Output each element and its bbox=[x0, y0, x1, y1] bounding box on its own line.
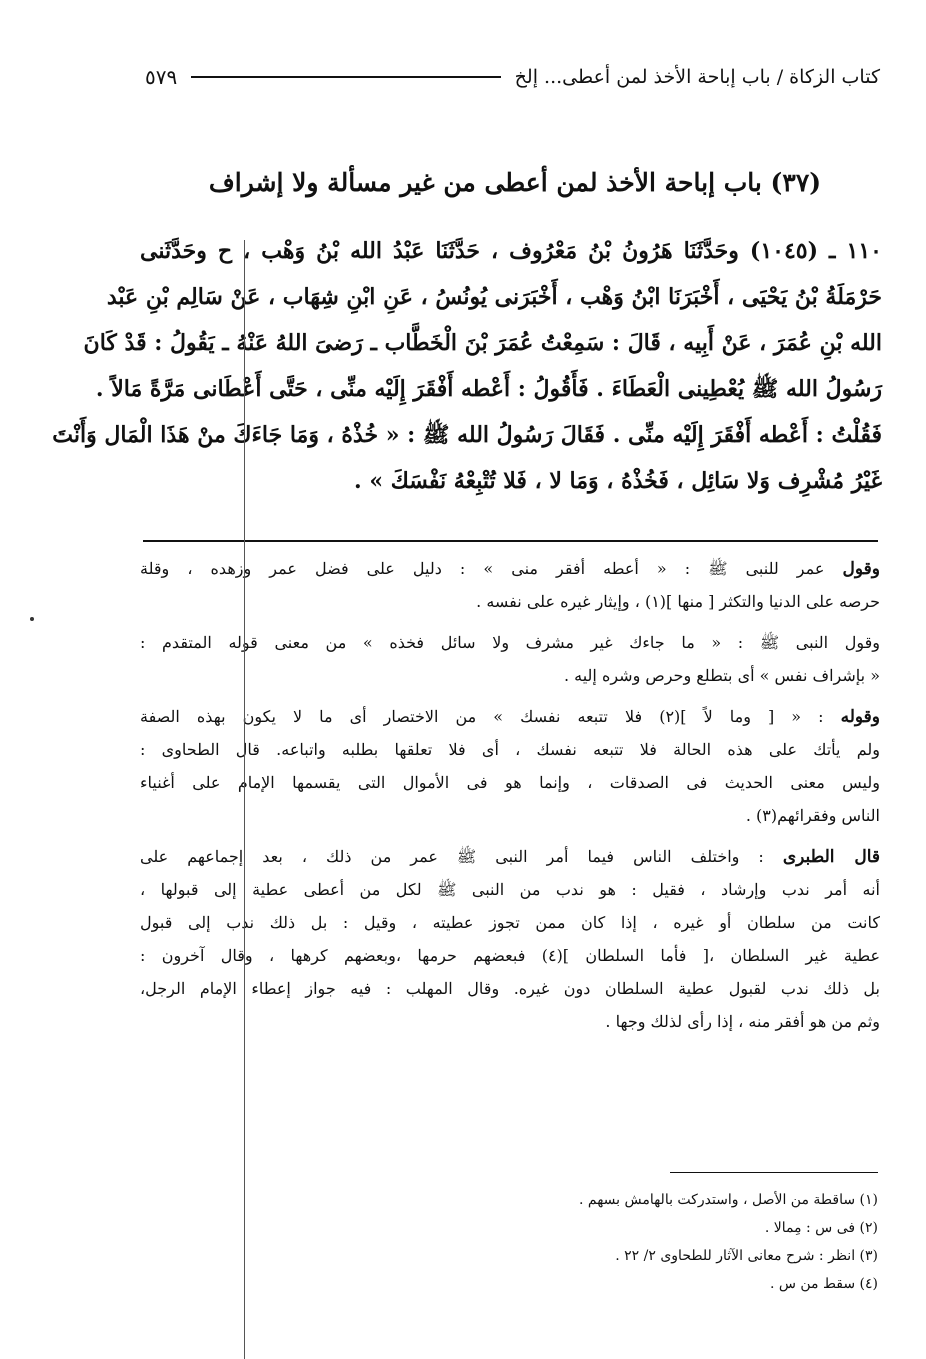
scan-streak bbox=[244, 240, 245, 1359]
running-header bbox=[145, 62, 880, 92]
page-number: ٥٧٩ bbox=[145, 65, 178, 89]
commentary-line bbox=[140, 840, 880, 873]
commentary-line: بل ذلك ندب لقبول عطية السلطان دون غيره. وقال المهلب : فيه جواز إعطاء الإمام الرجل، bbox=[140, 979, 880, 998]
line-text: : واختلف الناس فيما أمر النبى ﷺ عمر من ذلك ، بعد إجماعهم على bbox=[140, 847, 764, 866]
commentary-line: وقول النبى ﷺ : « ما جاءك غير مشرف ولا سائل فخذه » من معنى قوله المتقدم : bbox=[140, 633, 880, 652]
hadith-line: فَقُلْتُ : أَعْطه أَفْقَرَ إِلَيْه منِّى . فَقَالَ رَسُولُ الله ﷺ : « خُذْهُ ، وَمَا جَاءَكَ منْ هَذَا الْمَال وَأَنْتَ bbox=[52, 422, 882, 448]
section-divider bbox=[143, 540, 878, 542]
paragraph-lead: وقول bbox=[842, 559, 880, 579]
hadith-line: ١١٠ ـ (١٠٤٥) وحَدَّثَنَا هَرُونُ بْنُ مَعْرُوف ، حَدَّثَنَا عَبْدُ الله بْنُ وَهْب ، ح وحَدَّثَنى bbox=[140, 238, 882, 264]
chapter-heading: (٣٧) باب إباحة الأخذ لمن أعطى من غير مسألة ولا إشراف bbox=[208, 168, 822, 197]
footnote: (١) ساقطة من الأصل ، واستدركت بالهامش بسهم . bbox=[578, 1192, 878, 1208]
commentary-line bbox=[140, 700, 880, 733]
commentary-line: وثم من هو أفقر منه ، إذا رأى لذلك وجها . bbox=[605, 1012, 880, 1031]
commentary-line: ولم يأتك على هذه الحالة فلا تتبعه نفسك ، أى فلا تعلقها بطلبه واتباعه. قال الطحاوى : bbox=[140, 740, 880, 759]
footnotes bbox=[300, 1186, 878, 1298]
commentary-line: الناس وفقرائهم(٣) . bbox=[745, 806, 880, 825]
commentary-paragraph bbox=[140, 840, 880, 1038]
hadith-line: رَسُولُ الله ﷺ يُعْطِينى الْعَطَاءَ . فَأَقُولُ : أَعْطه أَفْقَرَ إِلَيْه منِّى ، حَتَّى أَعْطَانى مَرَّةً مَالاً . bbox=[95, 376, 882, 402]
commentary-paragraph bbox=[140, 552, 880, 618]
line-text: : « [ وما لاً ](٢) فلا تتبعه نفسك » من الاختصار أى ما لا يكون بهذه الصفة bbox=[140, 707, 824, 726]
line-text: عمر للنبى ﷺ : « أعطه أفقر منى » : دليل على فضل عمر وزهده ، وقلة bbox=[140, 559, 825, 578]
header-rule bbox=[191, 76, 500, 78]
footnote: (٤) سقط من س . bbox=[769, 1276, 878, 1292]
running-title: كتاب الزكاة / باب إباحة الأخذ لمن أعطى... إلخ bbox=[514, 66, 880, 88]
commentary-paragraph bbox=[140, 626, 880, 692]
commentary-line: كانت من سلطان أو غيره ، إذا كان ممن تجوز عطيته ، وقيل : بل ذلك ندب إلى قبول bbox=[140, 913, 880, 932]
commentary-line: « بإشراف نفس » أى بتطلع وحرص وشره إليه . bbox=[563, 666, 880, 685]
paragraph-lead: قال الطبرى bbox=[782, 847, 880, 867]
footnote: (٣) انظر : شرح معانى الآثار للطحاوى ٢/ ٢٢ . bbox=[615, 1248, 878, 1264]
commentary-line: حرصه على الدنيا والتكثر [ منها ](١) ، وإيثار غيره على نفسه . bbox=[476, 592, 880, 611]
hadith-line: غَيْرُ مُشْرِف وَلا سَائِل ، فَخُذْهُ ، وَمَا لا ، فَلا تُتْبِعْهُ نَفْسَكَ » . bbox=[354, 468, 882, 494]
commentary-line: عطية غير السلطان ،[ فأما السلطان ](٤) فبعضهم حرمها ،وبعضهم كرهها ، وقال آخرون : bbox=[140, 946, 880, 965]
commentary-paragraph bbox=[140, 700, 880, 832]
hadith-text bbox=[52, 228, 882, 504]
commentary-line bbox=[140, 552, 880, 585]
hadith-line: حَرْمَلَةُ بْنُ يَحْيَى ، أَخْبَرَنَا ابْنُ وَهْب ، أَخْبَرَنى يُونُسُ ، عَنِ ابْنِ شِهَاب ، عَنْ سَالِم بْنِ عَبْد bbox=[106, 284, 882, 310]
paragraph-lead: وقوله bbox=[840, 707, 880, 727]
commentary-line: وليس معنى الحديث فى الصدقات ، وإنما هو فى الأموال التى يقسمها الإمام على أغنياء bbox=[140, 773, 880, 792]
scan-dot bbox=[30, 617, 34, 621]
footnote: (٢) فى س : مِمالا . bbox=[764, 1220, 878, 1236]
hadith-line: الله بْنِ عُمَرَ ، عَنْ أَبِيه ، قَالَ : سَمِعْتُ عُمَرَ بْنَ الْخَطَّاب ـ رَضىَ اللهُ عَنْهُ ـ يَقُولُ : قَدْ كَانَ bbox=[83, 330, 882, 356]
commentary bbox=[140, 552, 880, 1046]
commentary-line: أنه أمر ندب وإرشاد ، فقيل : هو ندب من النبى ﷺ لكل من أعطى عطية إلى قبولها ، bbox=[140, 880, 880, 899]
footnote-divider bbox=[670, 1172, 878, 1173]
